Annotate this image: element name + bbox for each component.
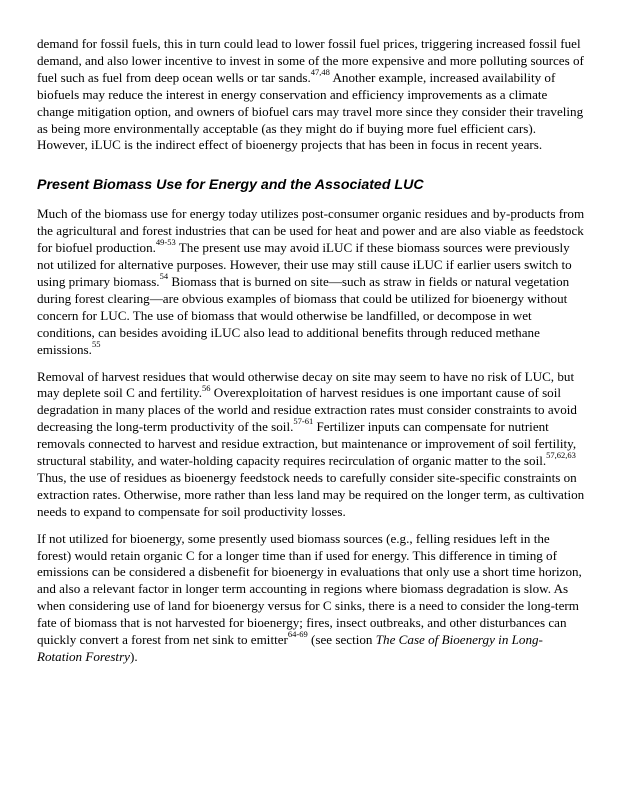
citation-ref[interactable]: 56 — [201, 382, 211, 393]
intro-paragraph — [37, 36, 585, 154]
text-run: Thus, the use of residues as bioenergy feedstock needs to carefully consider site-specific constraints on extraction rates. Otherwise, more rather than less land may be required on the longer term, as cultivation needs to expand to compensate for soil productivity losses. — [37, 469, 585, 519]
section-reference-link[interactable]: The Case of Bioenergy in Long-Rotation Forestry — [37, 632, 543, 664]
citation-ref[interactable]: 49-53 — [155, 237, 176, 248]
paragraph-timing — [37, 531, 585, 666]
text-run: Fertilizer inputs can compensate for nutrient removals connected to harvest and residue extraction, but maintenance or improvement of soil fertility, structural stability, and water-holding capacity requires recirculation of organic matter to the soil. — [37, 419, 577, 469]
citation-ref[interactable]: 54 — [159, 271, 169, 282]
text-run: Much of the biomass use for energy today utilizes post-consumer organic residues and by-products from the agricultural and forest industries that can be used for heat and power and are also viable as feedstock for biofuel production. — [37, 206, 585, 256]
section-heading: Present Biomass Use for Energy and the Associated LUC — [37, 177, 424, 194]
text-run: Removal of harvest residues that would otherwise decay on site may seem to have no risk of LUC, but may deplete soil C and fertility. — [37, 368, 575, 401]
citation-ref[interactable]: 57-61 — [293, 416, 314, 427]
citation-ref[interactable]: 57,62,63 — [546, 450, 576, 461]
document-page — [37, 36, 585, 666]
text-run: demand for fossil fuels, this in turn could lead to lower fossil fuel prices, triggering increased fossil fuel demand, and also lower incentive to invest in some of the more expensive and more polluting sources of fuel such as fuel from deep ocean wells or tar sands. — [37, 36, 584, 85]
citation-ref[interactable]: 47,48 — [310, 66, 330, 77]
citation-ref[interactable]: 64-69 — [287, 629, 308, 640]
text-run: Another example, increased availability of biofuels may reduce the interest in energy conservation and efficiency improvements as a climate change mitigation option, and owners of biofuel cars may travel more since they consider their traveling as being more environmentally acceptable (as they might do if buying more fuel efficient cars). However, iLUC is the indirect effect of bioenergy projects that has been in focus in recent years. — [37, 69, 584, 153]
paragraph-residues — [37, 206, 585, 358]
paragraph-harvest-residues — [37, 369, 585, 521]
citation-ref[interactable]: 55 — [91, 338, 101, 349]
text-run: ). — [129, 649, 138, 664]
text-run: If not utilized for bioenergy, some presently used biomass sources (e.g., felling residues left in the forest) would retain organic C for a longer time than if used for energy. This difference in timing of emissions can be considered a disbenefit for bioenergy in evaluations that only use a short time horizon, and also a relevant factor in longer term accounting in regions where biomass degradation is slow. As when considering use of land for bioenergy versus for C sinks, there is a need to consider the long-term fate of biomass that is not harvested for bioenergy; fires, insect outbreaks, and other disturbances can quickly convert a forest from net sink to emitter — [37, 530, 582, 648]
text-run: The present use may avoid iLUC if these biomass sources were previously not utilized for alternative purposes. However, their use may still cause iLUC if earlier users switch to using primary biomass. — [37, 240, 572, 289]
text-run: Overexploitation of harvest residues is one important cause of soil degradation in many places of the world and residue extraction rates must consider constraints to avoid decreasing the long-term productivity of the soil. — [37, 385, 577, 435]
text-run: Biomass that is burned on site—such as straw in fields or natural vegetation during forest clearing—are obvious examples of biomass that could be utilized for bioenergy without concern for LUC. The use of biomass that would otherwise be landfilled, or decompose in wet conditions, can besides avoiding iLUC also lead to additional benefits through reduced methane emissions. — [37, 273, 570, 357]
text-run: (see section — [307, 632, 376, 648]
